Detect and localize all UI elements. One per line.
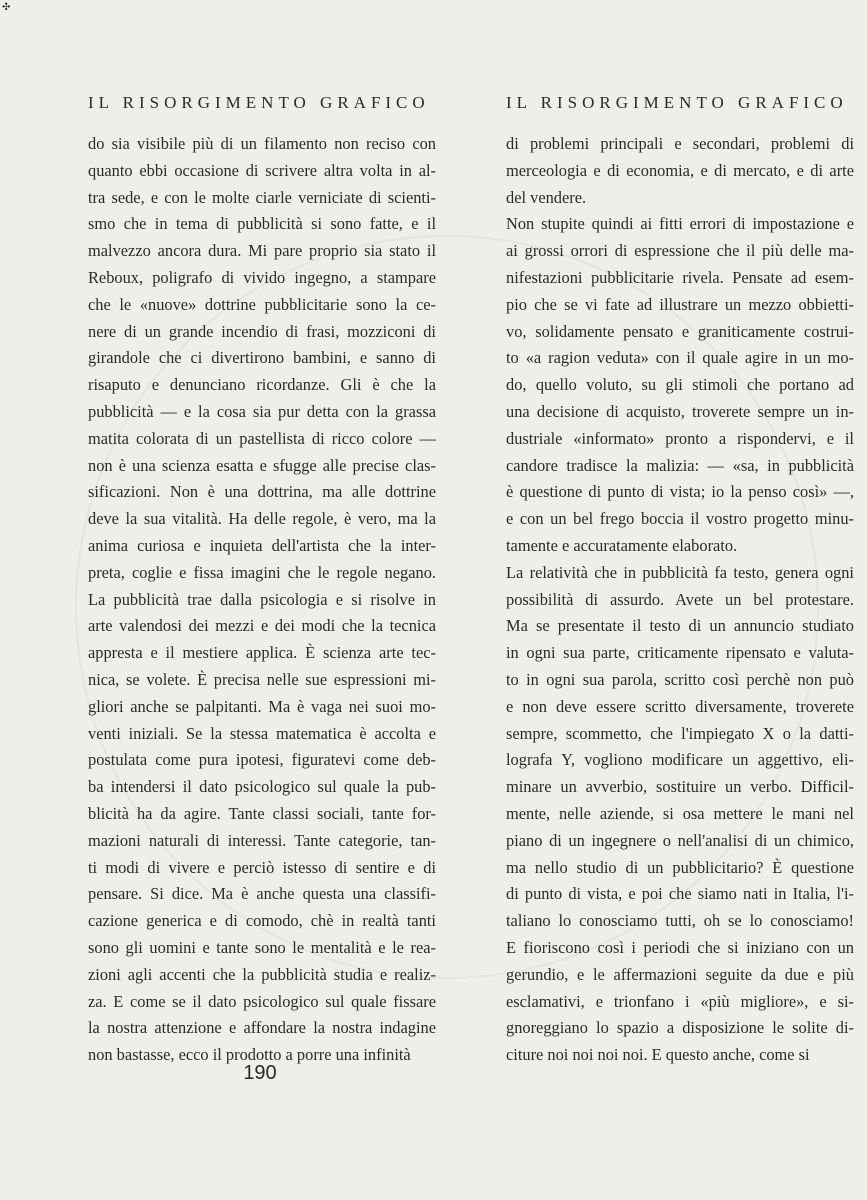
text-line: quanto ebbi occasione di scrivere altra volta in al- xyxy=(88,160,436,180)
text-line: to in ogni sua parola, scritto così perchè non può xyxy=(506,669,854,689)
text-line: blicità ha da agire. Tante classi sociali, tante for- xyxy=(88,803,436,823)
text-line: citure noi noi noi noi. E questo anche, come si xyxy=(506,1045,810,1065)
left-column-text xyxy=(88,131,436,1069)
text-line: E fioriscono così i periodi che si iniziano con un xyxy=(506,937,854,957)
text-line: ti modi di vivere e perciò istesso di sentire e di xyxy=(88,857,436,877)
text-line: ba intendersi il dato psicologico sul quale la pub- xyxy=(88,777,436,797)
text-line: to «a ragion veduta» con il quale agire in un mo- xyxy=(506,348,854,368)
text-line: non bastasse, ecco il prodotto a porre una infinità xyxy=(88,1045,411,1065)
text-line: do sia visibile più di un filamento non reciso con xyxy=(88,134,436,153)
text-line: e con un bel frego boccia il vostro progetto minu- xyxy=(506,509,854,529)
text-line: possibilità di assurdo. Avete un bel protestare. xyxy=(506,589,854,609)
text-line: La pubblicità trae dalla psicologia e si risolve in xyxy=(88,589,436,609)
text-line: nere di un grande incendio di frasi, mozziconi di xyxy=(88,321,436,341)
text-line: candore tradisce la malizia: — «sa, in pubblicità xyxy=(506,455,854,475)
text-line: pubblicità — e la cosa sia pur detta con la grassa xyxy=(88,401,436,421)
text-line: merceologia e di economia, e di mercato, e di arte xyxy=(506,160,854,180)
text-line: taliano lo conosciamo tutti, oh se lo conosciamo! xyxy=(506,911,854,931)
text-line: risaputo e denunciano ricordanze. Gli è che la xyxy=(88,375,436,395)
text-line: cazione generica e di comodo, chè in realtà tanti xyxy=(88,911,436,931)
text-line: tamente e accuratamente elaborato. xyxy=(506,535,738,555)
text-line: dustriale «informato» pronto a rispondervi, e il xyxy=(506,428,854,448)
corner-mark-icon: ✣ xyxy=(2,2,11,13)
text-line: sono gli uomini e tante sono le mentalità e le rea- xyxy=(88,937,436,957)
text-line: Reboux, poligrafo di vivido ingegno, a stampare xyxy=(88,267,436,287)
text-line: deve la sua vitalità. Ha delle regole, è vero, ma la xyxy=(88,509,436,529)
text-line: do, quello voluto, su gli stimoli che portano ad xyxy=(506,375,854,395)
text-line: mazioni naturali di interessi. Tante categorie, tan- xyxy=(88,830,436,850)
text-line: venti iniziali. Se la stessa matematica è accolta e xyxy=(88,723,436,743)
text-line: del vendere. xyxy=(506,187,587,207)
text-line: Non stupite quindi ai fitti errori di impostazione e xyxy=(506,214,854,234)
text-line: malvezzo ancora dura. Mi pare proprio sia stato il xyxy=(88,241,436,261)
text-line: la nostra attenzione e affondare la nostra indagine xyxy=(88,1018,436,1038)
right-column-text xyxy=(506,131,854,1069)
text-line: lografa Y, vogliono modificare un aggettivo, eli- xyxy=(506,750,854,770)
text-line: appresta e il mestiere applica. È scienza arte tec- xyxy=(88,643,436,663)
text-line: esclamativi, e trionfano i «più migliore», e si- xyxy=(506,991,854,1011)
text-line: preta, coglie e fissa imagini che le regole negano. xyxy=(88,562,436,582)
text-line: vo, solidamente pensato e graniticamente costrui- xyxy=(506,321,854,341)
page-number: 190 xyxy=(243,1062,277,1084)
text-line: matita colorata di un pastellista di ricco colore — xyxy=(88,428,436,448)
text-line: in ogni sua parte, criticamente ripensato e valuta- xyxy=(506,643,854,663)
text-line: arte valendosi dei mezzi e dei modi che la tecnica xyxy=(88,616,436,636)
text-line: pensare. Si dice. Ma è anche questa una classifi- xyxy=(88,884,436,904)
text-line: gnoreggiano lo spazio a disposizione le solite di- xyxy=(506,1018,854,1038)
text-line: tra sede, e con le molte ciarle verniciate di scienti- xyxy=(88,187,436,207)
text-line: di punto di vista, e poi che siamo nati in Italia, l'i- xyxy=(506,884,854,904)
text-line: za. E come se il dato psicologico sul quale fissare xyxy=(88,991,436,1011)
text-line: non è una scienza esatta e sfugge alle precise clas- xyxy=(88,455,436,475)
text-line: ai grossi orrori di espressione che il più delle ma- xyxy=(506,241,854,261)
text-line: smo che in tema di pubblicità si sono fatte, e il xyxy=(88,214,436,234)
text-line: Ma se presentate il testo di un annuncio studiato xyxy=(506,616,854,636)
text-line: zioni agli accenti che la pubblicità studia e realiz- xyxy=(88,964,436,984)
text-line: sempre, scommetto, che l'impiegato X o la datti- xyxy=(506,723,854,743)
text-line: La relatività che in pubblicità fa testo, genera ogni xyxy=(506,562,854,582)
text-line: nica, se volete. È precisa nelle sue espressioni mi- xyxy=(88,669,436,689)
text-line: sificazioni. Non è una dottrina, ma alle dottrine xyxy=(88,482,436,502)
text-line: mente, nelle aziende, si osa mettere le mani nel xyxy=(506,803,854,823)
text-line: nifestazioni pubblicitarie rivela. Pensate ad esem- xyxy=(506,267,854,287)
text-line: che le «nuove» dottrine pubblicitarie sono la ce- xyxy=(88,294,436,314)
text-line: è questione di punto di vista; io la penso così» —, xyxy=(506,482,854,502)
text-line: gliori anche se palpitanti. Ma è vaga nei suoi mo- xyxy=(88,696,436,716)
text-line: ma nello studio di un pubblicitario? È questione xyxy=(506,857,854,877)
text-line: girandole che ci divertirono bambini, e sanno di xyxy=(88,348,436,368)
text-line: minare un avverbio, sostituire un verbo. Difficil- xyxy=(506,777,854,797)
running-head-left: IL RISORGIMENTO GRAFICO xyxy=(88,93,430,112)
text-line: anima curiosa e inquieta dell'artista che la inter- xyxy=(88,535,436,555)
running-head-right: IL RISORGIMENTO GRAFICO xyxy=(506,93,848,112)
text-line: piano di un ingegnere o nell'analisi di un chimico, xyxy=(506,830,854,850)
text-line: e non deve essere scritto diversamente, troverete xyxy=(506,696,854,716)
text-line: una decisione di acquisto, troverete sempre un in- xyxy=(506,401,854,421)
text-line: di problemi principali e secondari, problemi di xyxy=(506,134,854,153)
text-line: pio che se vi fate ad illustrare un mezzo obbietti- xyxy=(506,294,854,314)
text-line: postulata come pura ipotesi, figuratevi come deb- xyxy=(88,750,436,770)
text-line: gerundio, e le affermazioni seguite da due e più xyxy=(506,964,854,984)
